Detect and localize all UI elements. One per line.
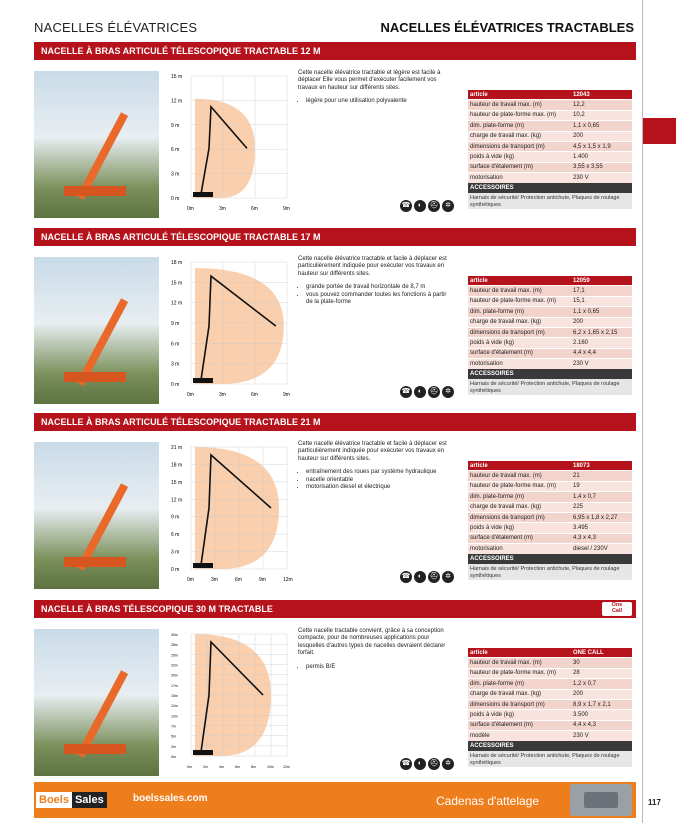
spec-value: 200 xyxy=(571,131,632,141)
spec-label: dim. plate-forme (m) xyxy=(468,307,571,317)
spec-label: dim. plate-forme (m) xyxy=(468,492,571,502)
badge-line-2: Call xyxy=(611,608,623,614)
spec-value: 1,2 x 0,7 xyxy=(571,679,632,689)
spec-value: 3,55 x 3,55 xyxy=(571,162,632,172)
spec-row xyxy=(468,523,632,533)
spec-header-label: article xyxy=(468,461,571,471)
helmet-icon: ◐ xyxy=(414,758,426,770)
one-call-badge xyxy=(602,602,632,616)
spec-label: motorisation xyxy=(468,544,571,554)
x-tick-label: 6m xyxy=(235,765,240,769)
y-tick-label: 17m xyxy=(171,683,178,688)
spec-row xyxy=(468,131,632,141)
phone-icon: ☎ xyxy=(400,758,412,770)
feature-list xyxy=(298,469,453,491)
spec-value: 2.160 xyxy=(571,338,632,348)
spec-row xyxy=(468,710,632,720)
trailer-shape xyxy=(64,557,126,567)
spec-row xyxy=(468,141,632,151)
spec-label: poids à vide (kg) xyxy=(468,710,571,720)
spec-row xyxy=(468,121,632,131)
chassis-outline xyxy=(193,378,213,383)
spec-row xyxy=(468,307,632,317)
spec-label: surface d'étalement (m) xyxy=(468,533,571,543)
spec-row xyxy=(468,338,632,348)
helmet-icon: ◐ xyxy=(414,200,426,212)
y-tick-label: 9 m xyxy=(171,514,180,521)
accessories-text: Harnais de sécurité/ Protection antichute, Plaques de roulage synthétiques xyxy=(468,751,632,767)
spec-value: 200 xyxy=(571,317,632,327)
y-tick-label: 15 m xyxy=(171,479,183,486)
spec-label: modèle xyxy=(468,731,571,741)
x-tick-label: 3m xyxy=(219,206,226,212)
logo-boels: Boels xyxy=(36,792,72,808)
accessories-title: ACCESSOIRES xyxy=(468,369,632,379)
spec-value: 4,4 x 4,4 xyxy=(571,348,632,358)
section-title: NACELLE À BRAS ARTICULÉ TÉLESCOPIQUE TRACTABLE 12 M xyxy=(41,46,321,56)
y-tick-label: 3 m xyxy=(171,361,180,368)
spec-value: 12,2 xyxy=(571,100,632,110)
reach-diagram xyxy=(169,70,294,220)
spec-value: 4,5 x 1,5 x 1,9 xyxy=(571,141,632,151)
reach-diagram xyxy=(169,441,294,591)
x-tick-label: 0m xyxy=(187,206,194,212)
y-tick-label: 22m xyxy=(171,663,178,668)
spec-row xyxy=(468,544,632,554)
fan-icon: ✲ xyxy=(442,758,454,770)
x-tick-label: 3m xyxy=(219,392,226,398)
spec-row xyxy=(468,658,632,668)
phone-icon: ☎ xyxy=(400,386,412,398)
footer-url[interactable]: boelssales.com xyxy=(133,793,208,804)
y-tick-label: 7m xyxy=(171,724,176,729)
spec-row xyxy=(468,492,632,502)
spec-header-row xyxy=(468,276,632,286)
spec-value: 19 xyxy=(571,481,632,491)
harness-icon: ⛑ xyxy=(428,758,440,770)
y-tick-label: 6 m xyxy=(171,147,180,154)
spec-value: 225 xyxy=(571,502,632,512)
product-section xyxy=(34,600,636,780)
product-section xyxy=(34,413,636,593)
accessories-text: Harnais de sécurité/ Protection antichute, Plaques de roulage synthétiques xyxy=(468,379,632,395)
x-tick-label: 10m xyxy=(267,765,274,769)
spec-table xyxy=(468,90,632,184)
y-tick-label: 12m xyxy=(171,704,178,709)
spec-row xyxy=(468,731,632,741)
spec-value: 8,9 x 1,7 x 2,1 xyxy=(571,699,632,709)
spec-row xyxy=(468,110,632,120)
y-tick-label: 6 m xyxy=(171,532,180,539)
section-title: NACELLE À BRAS ARTICULÉ TÉLESCOPIQUE TRACTABLE 21 M xyxy=(41,417,321,427)
footer-product-text: Cadenas d'attelage xyxy=(436,794,540,808)
safety-icons xyxy=(400,571,456,585)
spec-row xyxy=(468,689,632,699)
spec-header-row xyxy=(468,461,632,471)
x-tick-label: 0m xyxy=(187,392,194,398)
spec-value: 6,95 x 1,8 x 2,27 xyxy=(571,512,632,522)
logo-sales: Sales xyxy=(72,792,107,808)
spec-label: surface d'étalement (m) xyxy=(468,162,571,172)
product-description xyxy=(298,441,453,491)
spec-row xyxy=(468,533,632,543)
x-tick-label: 9m xyxy=(259,577,266,583)
article-number: 18073 xyxy=(571,461,632,471)
spec-label: dimensions de transport (m) xyxy=(468,512,571,522)
section-title-bar xyxy=(34,42,636,60)
feature-list xyxy=(298,284,453,306)
reach-diagram xyxy=(169,256,294,406)
spec-label: poids à vide (kg) xyxy=(468,338,571,348)
article-number: ONE CALL xyxy=(571,648,632,658)
description-text: Cette nacelle élévatrice tractable et facile à déplacer est particulièrement indiquée pour exécuter vos travaux en hauteur sur différents sites. xyxy=(298,441,447,462)
spec-label: dimensions de transport (m) xyxy=(468,141,571,151)
x-tick-label: 12m xyxy=(283,577,293,583)
y-tick-label: 2m xyxy=(171,744,176,749)
phone-icon: ☎ xyxy=(400,200,412,212)
spec-value: 4,4 x 4,3 xyxy=(571,720,632,730)
y-tick-label: 0m xyxy=(171,755,176,759)
y-tick-label: 0 m xyxy=(171,382,180,388)
trailer-shape xyxy=(64,186,126,196)
accessories-title: ACCESSOIRES xyxy=(468,183,632,193)
spec-label: hauteur de travail max. (m) xyxy=(468,100,571,110)
x-tick-label: 6m xyxy=(251,206,258,212)
spec-value: 4,3 x 4,3 xyxy=(571,533,632,543)
accessories-title: ACCESSOIRES xyxy=(468,554,632,564)
spec-label: poids à vide (kg) xyxy=(468,152,571,162)
harness-icon: ⛑ xyxy=(428,200,440,212)
x-tick-label: 4m xyxy=(219,765,224,769)
y-tick-label: 9 m xyxy=(171,122,180,129)
feature-item: • grande portée de travail horizontale de 8,7 m xyxy=(306,284,453,291)
spec-header-row xyxy=(468,648,632,658)
y-tick-label: 12 m xyxy=(171,98,183,105)
spec-value: 15,1 xyxy=(571,296,632,306)
y-tick-label: 21 m xyxy=(171,445,183,451)
spec-row xyxy=(468,679,632,689)
helmet-icon: ◐ xyxy=(414,571,426,583)
section-title-bar xyxy=(34,413,636,431)
section-tab-marker xyxy=(643,118,676,144)
spec-label: charge de travail max. (kg) xyxy=(468,131,571,141)
feature-item: • légère pour une utilisation polyvalente xyxy=(306,98,453,105)
y-tick-label: 9 m xyxy=(171,321,180,327)
spec-value: 28 xyxy=(571,668,632,678)
product-section xyxy=(34,228,636,408)
spec-label: motorisation xyxy=(468,359,571,369)
spec-label: hauteur de travail max. (m) xyxy=(468,471,571,481)
feature-item: • nacelle orientable xyxy=(306,477,453,484)
y-tick-label: 25m xyxy=(171,653,178,658)
section-title-bar xyxy=(34,600,636,618)
product-description xyxy=(298,256,453,306)
spec-label: surface d'étalement (m) xyxy=(468,348,571,358)
x-tick-label: 0m xyxy=(187,577,194,583)
harness-icon: ⛑ xyxy=(428,571,440,583)
section-title: NACELLE À BRAS TÉLESCOPIQUE 30 M TRACTABLE xyxy=(41,604,273,614)
spec-value: 6,2 x 1,65 x 2,15 xyxy=(571,327,632,337)
spec-label: hauteur de plate-forme max. (m) xyxy=(468,110,571,120)
feature-item: • motorisation diesel et électrique xyxy=(306,484,453,491)
spec-label: surface d'étalement (m) xyxy=(468,720,571,730)
spec-table xyxy=(468,648,632,742)
spec-value: diesel / 230V xyxy=(571,544,632,554)
spec-header-label: article xyxy=(468,90,571,100)
safety-icons xyxy=(400,200,456,214)
spec-value: 3.500 xyxy=(571,710,632,720)
spec-row xyxy=(468,699,632,709)
x-tick-label: 2m xyxy=(203,765,208,769)
spec-label: dimensions de transport (m) xyxy=(468,699,571,709)
y-tick-label: 5m xyxy=(171,734,176,739)
feature-item: • entraînement des roues par système hydraulique xyxy=(306,469,453,476)
section-title-bar xyxy=(34,228,636,246)
y-tick-label: 0 m xyxy=(171,567,180,573)
product-photo xyxy=(34,71,159,218)
chassis-outline xyxy=(193,192,213,197)
spec-label: hauteur de plate-forme max. (m) xyxy=(468,296,571,306)
y-tick-label: 10m xyxy=(171,714,178,719)
spec-label: charge de travail max. (kg) xyxy=(468,689,571,699)
spec-row xyxy=(468,173,632,183)
feature-list xyxy=(298,664,453,671)
product-photo xyxy=(34,257,159,404)
spec-value: 1,1 x 0,65 xyxy=(571,307,632,317)
spec-label: charge de travail max. (kg) xyxy=(468,502,571,512)
article-number: 12059 xyxy=(571,276,632,286)
y-tick-label: 18 m xyxy=(171,462,183,469)
section-title: NACELLE À BRAS ARTICULÉ TÉLESCOPIQUE TRACTABLE 17 M xyxy=(41,232,321,242)
product-photo xyxy=(34,629,159,776)
spec-label: poids à vide (kg) xyxy=(468,523,571,533)
spec-value: 17,1 xyxy=(571,286,632,296)
y-tick-label: 28m xyxy=(171,643,178,648)
article-number: 12043 xyxy=(571,90,632,100)
accessories-box xyxy=(468,741,632,767)
product-section xyxy=(34,42,636,222)
reach-diagram xyxy=(169,628,294,778)
description-text: Cette nacelle élévatrice tractable et légère est facile à déplacer Elle vous permet d'exécuter facilement vos travaux en hauteur sur différents sites. xyxy=(298,70,441,91)
y-tick-label: 18 m xyxy=(171,260,183,266)
spec-row xyxy=(468,162,632,172)
spec-row xyxy=(468,317,632,327)
spec-header-label: article xyxy=(468,276,571,286)
spec-value: 230 V xyxy=(571,359,632,369)
feature-item: • permis B/E xyxy=(306,664,453,671)
spec-label: dim. plate-forme (m) xyxy=(468,679,571,689)
spec-label: charge de travail max. (kg) xyxy=(468,317,571,327)
spec-row xyxy=(468,100,632,110)
x-tick-label: 6m xyxy=(235,577,242,583)
safety-icons xyxy=(400,386,456,400)
spec-row xyxy=(468,296,632,306)
spec-value: 200 xyxy=(571,689,632,699)
spec-table xyxy=(468,276,632,370)
fan-icon: ✲ xyxy=(442,571,454,583)
accessories-title: ACCESSOIRES xyxy=(468,741,632,751)
spec-row xyxy=(468,512,632,522)
helmet-icon: ◐ xyxy=(414,386,426,398)
spec-table xyxy=(468,461,632,555)
y-tick-label: 3 m xyxy=(171,549,180,556)
spec-value: 21 xyxy=(571,471,632,481)
fan-icon: ✲ xyxy=(442,386,454,398)
chassis-outline xyxy=(193,750,213,755)
x-tick-label: 3m xyxy=(211,577,218,583)
y-tick-label: 0 m xyxy=(171,196,180,202)
accessories-box xyxy=(468,554,632,580)
spec-header-label: article xyxy=(468,648,571,658)
spec-row xyxy=(468,348,632,358)
feature-item: • vous pouvez commander toutes les fonctions à partir de la plate-forme xyxy=(306,292,453,307)
spec-label: hauteur de plate-forme max. (m) xyxy=(468,481,571,491)
y-tick-label: 6 m xyxy=(171,341,180,348)
harness-icon: ⛑ xyxy=(428,386,440,398)
spec-row xyxy=(468,286,632,296)
spec-row xyxy=(468,720,632,730)
y-tick-label: 30m xyxy=(171,633,178,637)
x-tick-label: 12m xyxy=(283,765,290,769)
feature-list xyxy=(298,98,453,105)
fan-icon: ✲ xyxy=(442,200,454,212)
y-tick-label: 12 m xyxy=(171,497,183,504)
spec-value: 30 xyxy=(571,658,632,668)
product-photo xyxy=(34,442,159,589)
badge-line-1: One xyxy=(611,602,623,608)
spec-value: 1,4 x 0,7 xyxy=(571,492,632,502)
product-description xyxy=(298,70,453,106)
description-text: Cette nacelle élévatrice tractable et facile à déplacer est particulièrement indiquée pour exécuter vos travaux en hauteur sur différents sites. xyxy=(298,256,447,277)
x-tick-label: 0m xyxy=(187,765,192,769)
chassis-outline xyxy=(193,563,213,568)
accessories-text: Harnais de sécurité/ Protection antichute, Plaques de roulage synthétiques xyxy=(468,564,632,580)
spec-label: hauteur de travail max. (m) xyxy=(468,286,571,296)
spec-value: 3.495 xyxy=(571,523,632,533)
header-category: NACELLES ÉLÉVATRICES xyxy=(34,20,198,35)
accessories-box xyxy=(468,369,632,395)
x-tick-label: 9m xyxy=(283,206,290,212)
spec-value: 1.400 xyxy=(571,152,632,162)
spec-label: motorisation xyxy=(468,173,571,183)
footer-banner xyxy=(34,782,636,818)
spec-label: hauteur de travail max. (m) xyxy=(468,658,571,668)
spec-row xyxy=(468,668,632,678)
description-text: Cette nacelle tractable convient, grâce à sa conception compacte, pour de nombreuses applications pour lesquelles d'autres types de nacelles devraient déclarer forfait. xyxy=(298,628,446,657)
x-tick-label: 6m xyxy=(251,392,258,398)
spec-row xyxy=(468,502,632,512)
spec-value: 1,1 x 0,65 xyxy=(571,121,632,131)
phone-icon: ☎ xyxy=(400,571,412,583)
spec-row xyxy=(468,359,632,369)
y-tick-label: 20m xyxy=(171,673,178,678)
safety-icons xyxy=(400,758,456,772)
x-tick-label: 8m xyxy=(251,765,256,769)
spec-label: dimensions de transport (m) xyxy=(468,327,571,337)
spec-value: 230 V xyxy=(571,173,632,183)
spec-row xyxy=(468,481,632,491)
spec-label: dim. plate-forme (m) xyxy=(468,121,571,131)
trailer-shape xyxy=(64,744,126,754)
spec-value: 230 V xyxy=(571,731,632,741)
x-tick-label: 9m xyxy=(283,392,290,398)
spec-row xyxy=(468,152,632,162)
boels-sales-logo[interactable] xyxy=(36,792,107,808)
reach-zone xyxy=(195,447,279,569)
accessories-box xyxy=(468,183,632,209)
y-tick-label: 12 m xyxy=(171,300,183,307)
hitch-lock-image xyxy=(570,784,632,816)
spec-header-row xyxy=(468,90,632,100)
y-tick-label: 15 m xyxy=(171,280,183,287)
spec-row xyxy=(468,471,632,481)
spec-label: hauteur de plate-forme max. (m) xyxy=(468,668,571,678)
header-title: NACELLES ÉLÉVATRICES TRACTABLES xyxy=(380,20,634,35)
y-tick-label: 3 m xyxy=(171,171,180,178)
trailer-shape xyxy=(64,372,126,382)
y-tick-label: 15m xyxy=(171,694,178,698)
y-tick-label: 15 m xyxy=(171,74,183,80)
page-number: 117 xyxy=(648,798,661,807)
spec-row xyxy=(468,327,632,337)
product-description xyxy=(298,628,453,671)
spec-value: 10,2 xyxy=(571,110,632,120)
accessories-text: Harnais de sécurité/ Protection antichute, Plaques de roulage synthétiques xyxy=(468,193,632,209)
